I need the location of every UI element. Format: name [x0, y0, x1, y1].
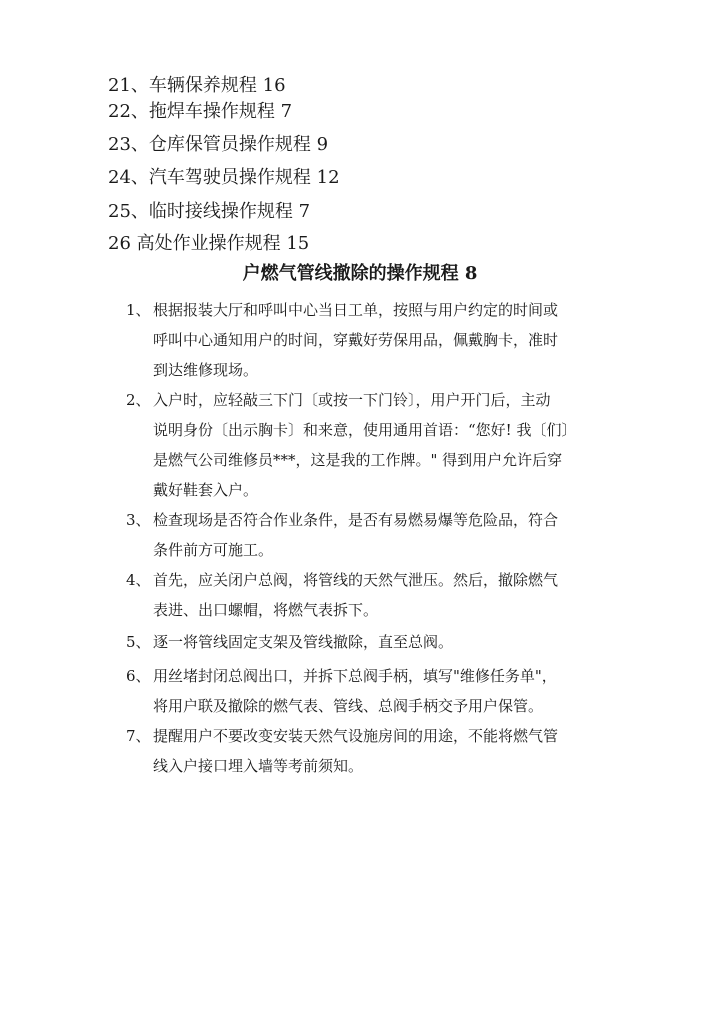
toc-item: 21、车辆保养规程 16 [108, 75, 286, 96]
step-text-line: 入户时，应轻敲三下门〔或按一下门铃〕，用户开门后，主动 [153, 391, 551, 409]
step-text-line: 呼叫中心通知用户的时间，穿戴好劳保用品，佩戴胸卡，准时 [153, 331, 559, 349]
toc-item: 23、仓库保管员操作规程 9 [108, 134, 329, 155]
step-text-line: 说明身份〔出示胸卡〕和来意，使用通用首语：“您好! 我〔们〕 [153, 421, 577, 439]
step-number: 5、 [126, 633, 151, 651]
step-item [126, 721, 626, 781]
step-item [126, 295, 626, 385]
step-number: 1、 [126, 301, 151, 319]
step-item [126, 565, 626, 625]
step-text-line: 戴好鞋套入户。 [153, 481, 259, 499]
section-title: 户燃气管线撤除的操作规程 8 [242, 263, 478, 284]
step-text-line: 到达维修现场。 [153, 361, 259, 379]
step-number: 4、 [126, 571, 151, 589]
step-item [126, 505, 626, 565]
step-number: 3、 [126, 511, 151, 529]
step-text-line: 线入户接口埋入墙等考前须知。 [153, 757, 364, 775]
toc-item: 24、汽车驾驶员操作规程 12 [108, 167, 340, 188]
toc-item: 26 高处作业操作规程 15 [108, 233, 310, 254]
step-number: 2、 [126, 391, 151, 409]
step-text-line: 检查现场是否符合作业条件，是否有易燃易爆等危险品，符合 [153, 511, 559, 529]
step-item [126, 385, 626, 505]
step-text-line: 逐一将管线固定支架及管线撤除，直至总阀。 [153, 633, 454, 651]
step-number: 6、 [126, 667, 151, 685]
step-item [126, 627, 626, 657]
step-number: 7、 [126, 727, 151, 745]
step-text-line: 提醒用户不要改变安装天然气设施房间的用途，不能将燃气管 [153, 727, 559, 745]
step-text-line: 条件前方可施工。 [153, 541, 274, 559]
step-text-line: 根据报装大厅和呼叫中心当日工单，按照与用户约定的时间或 [153, 301, 559, 319]
step-text-line: 是燃气公司维修员***，这是我的工作牌。" 得到用户允许后穿 [153, 451, 563, 469]
toc-item: 22、拖焊车操作规程 7 [108, 101, 293, 122]
toc-item: 25、临时接线操作规程 7 [108, 201, 311, 222]
step-text-line: 用丝堵封闭总阀出口，并拆下总阀手柄，填写"维修任务单"， [153, 667, 557, 685]
step-item [126, 661, 626, 721]
step-text-line: 将用户联及撤除的燃气表、管线、总阀手柄交予用户保管。 [153, 697, 544, 715]
step-text-line: 首先，应关闭户总阀，将管线的天然气泄压。然后，撤除燃气 [153, 571, 559, 589]
step-text-line: 表进、出口螺帽，将燃气表拆下。 [153, 601, 379, 619]
